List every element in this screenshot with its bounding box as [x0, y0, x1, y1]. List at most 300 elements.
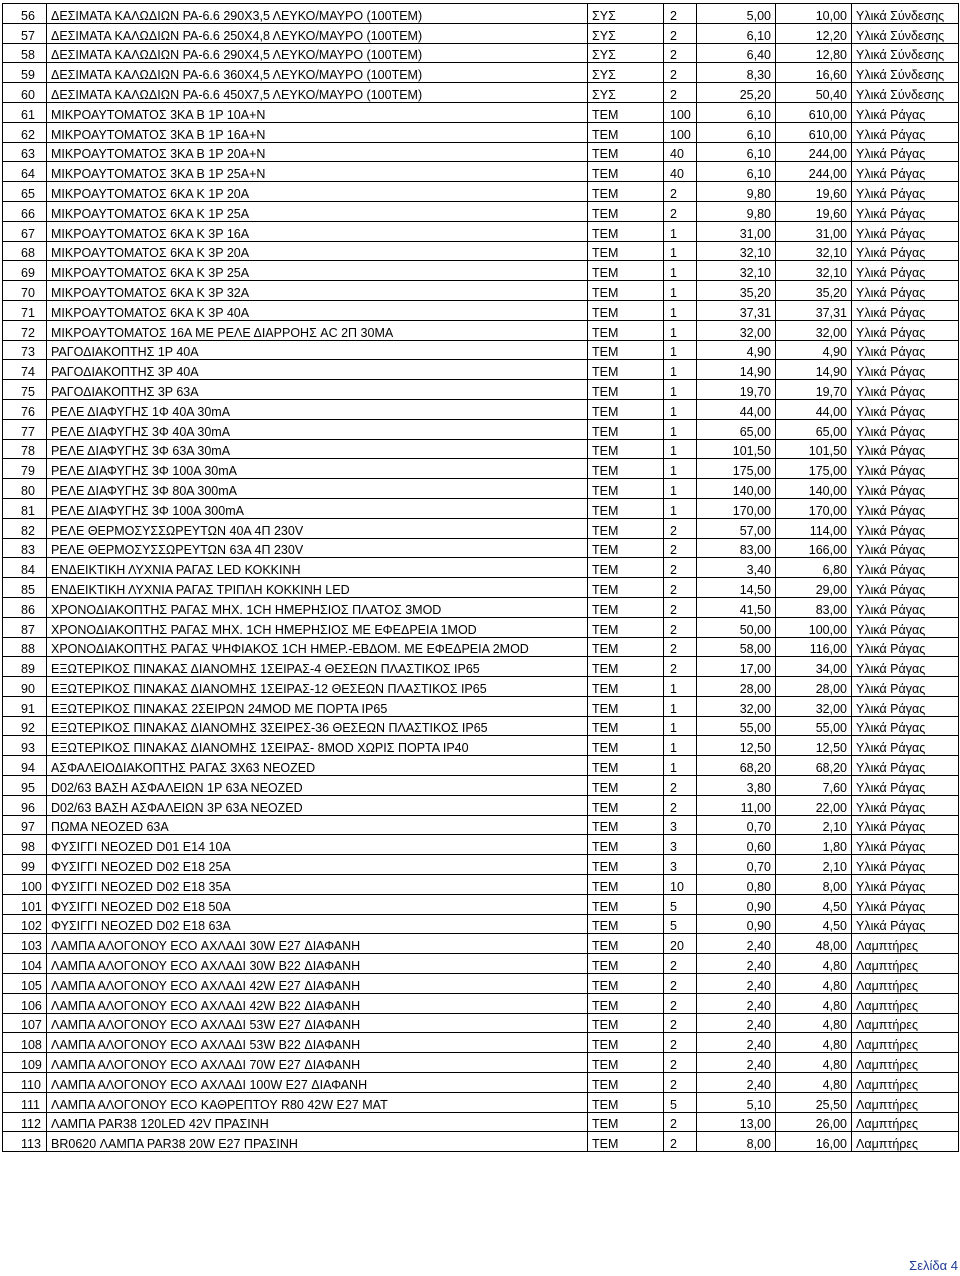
item-category: Υλικά Ράγας [852, 518, 959, 538]
item-number: 84 [3, 558, 47, 578]
item-unit: ΤΕΜ [588, 281, 664, 301]
item-total: 14,90 [776, 360, 852, 380]
item-total: 4,80 [776, 974, 852, 994]
item-unit-price: 31,00 [697, 221, 776, 241]
item-unit: ΤΕΜ [588, 360, 664, 380]
item-total: 100,00 [776, 617, 852, 637]
item-number: 74 [3, 360, 47, 380]
item-unit-price: 44,00 [697, 399, 776, 419]
item-unit-price: 6,40 [697, 43, 776, 63]
item-total: 8,00 [776, 875, 852, 895]
item-unit: ΤΕΜ [588, 538, 664, 558]
table-row [3, 201, 959, 221]
table-row [3, 102, 959, 122]
item-category: Υλικά Ράγας [852, 261, 959, 281]
item-unit: ΤΕΜ [588, 1092, 664, 1112]
item-unit-price: 0,90 [697, 914, 776, 934]
item-description: ΛΑΜΠΑ ΑΛΟΓΟΝΟΥ ECO ΑΧΛΑΔΙ 42W B22 ΔΙΑΦΑΝΗ [47, 993, 588, 1013]
item-number: 78 [3, 439, 47, 459]
item-total: 34,00 [776, 657, 852, 677]
item-description: ΡΕΛΕ ΘΕΡΜΟΣΥΣΣΩΡΕΥΤΩΝ 63Α 4Π 230V [47, 538, 588, 558]
item-category: Υλικά Ράγας [852, 538, 959, 558]
item-number: 92 [3, 716, 47, 736]
item-unit-price: 2,40 [697, 1033, 776, 1053]
item-description: ΡΕΛΕ ΔΙΑΦΥΓΗΣ 1Φ 40Α 30mA [47, 399, 588, 419]
item-unit: ΤΕΜ [588, 1073, 664, 1093]
table-row [3, 637, 959, 657]
item-total: 19,70 [776, 380, 852, 400]
item-unit-price: 65,00 [697, 419, 776, 439]
item-number: 75 [3, 380, 47, 400]
item-category: Υλικά Σύνδεσης [852, 4, 959, 24]
item-description: ΠΩΜΑ NEOZED 63A [47, 815, 588, 835]
item-unit: ΣΥΣ [588, 23, 664, 43]
item-number: 80 [3, 479, 47, 499]
item-category: Υλικά Ράγας [852, 102, 959, 122]
item-total: 4,80 [776, 1013, 852, 1033]
item-quantity: 1 [664, 360, 697, 380]
item-total: 83,00 [776, 597, 852, 617]
table-row [3, 4, 959, 24]
table-row [3, 518, 959, 538]
item-number: 61 [3, 102, 47, 122]
table-row [3, 261, 959, 281]
item-unit: ΤΕΜ [588, 122, 664, 142]
item-unit-price: 9,80 [697, 201, 776, 221]
item-description: ΧΡΟΝΟΔΙΑΚΟΠΤΗΣ ΡΑΓΑΣ ΜΗΧ. 1CH ΗΜΕΡΗΣΙΟΣ ΜΕ ΕΦΕΔΡΕΙΑ 1MOD [47, 617, 588, 637]
item-description: ΜΙΚΡΟΑΥΤΟΜΑΤΟΣ 3ΚΑ Β 1Ρ 20Α+Ν [47, 142, 588, 162]
item-description: ΡΑΓΟΔΙΑΚΟΠΤΗΣ 1Ρ 40Α [47, 340, 588, 360]
item-unit-price: 2,40 [697, 1073, 776, 1093]
item-description: ΕΞΩΤΕΡΙΚΟΣ ΠΙΝΑΚΑΣ ΔΙΑΝΟΜΗΣ 1ΣΕΙΡΑΣ- 8MOD ΧΩΡΙΣ ΠΟΡΤΑ IP40 [47, 736, 588, 756]
item-quantity: 5 [664, 914, 697, 934]
item-unit-price: 11,00 [697, 795, 776, 815]
item-total: 12,80 [776, 43, 852, 63]
item-category: Υλικά Ράγας [852, 459, 959, 479]
item-description: ΡΕΛΕ ΔΙΑΦΥΓΗΣ 3Φ 100Α 30mA [47, 459, 588, 479]
item-category: Λαμπτήρες [852, 1033, 959, 1053]
item-unit-price: 2,40 [697, 1053, 776, 1073]
item-unit-price: 8,00 [697, 1132, 776, 1152]
item-quantity: 2 [664, 1132, 697, 1152]
item-unit-price: 32,00 [697, 320, 776, 340]
item-quantity: 10 [664, 875, 697, 895]
item-total: 19,60 [776, 182, 852, 202]
item-description: ΛΑΜΠΑ ΑΛΟΓΟΝΟΥ ECO ΑΧΛΑΔΙ 100W E27 ΔΙΑΦΑΝΗ [47, 1073, 588, 1093]
item-category: Υλικά Ράγας [852, 221, 959, 241]
item-number: 86 [3, 597, 47, 617]
table-row [3, 538, 959, 558]
item-unit: ΤΕΜ [588, 261, 664, 281]
item-unit-price: 41,50 [697, 597, 776, 617]
item-description: ΦΥΣΙΓΓΙ NEOZED D02 E18 63A [47, 914, 588, 934]
item-quantity: 1 [664, 221, 697, 241]
table-row [3, 914, 959, 934]
item-unit-price: 32,10 [697, 241, 776, 261]
item-category: Υλικά Ράγας [852, 122, 959, 142]
table-row [3, 756, 959, 776]
item-quantity: 2 [664, 1033, 697, 1053]
item-description: ΜΙΚΡΟΑΥΤΟΜΑΤΟΣ 3ΚΑ Β 1Ρ 25Α+Ν [47, 162, 588, 182]
table-row [3, 597, 959, 617]
item-total: 50,40 [776, 83, 852, 103]
item-quantity: 1 [664, 439, 697, 459]
item-unit-price: 14,50 [697, 578, 776, 598]
item-total: 116,00 [776, 637, 852, 657]
item-quantity: 1 [664, 419, 697, 439]
item-unit: ΤΕΜ [588, 578, 664, 598]
item-unit-price: 32,10 [697, 261, 776, 281]
item-unit-price: 2,40 [697, 934, 776, 954]
item-category: Υλικά Ράγας [852, 657, 959, 677]
item-number: 73 [3, 340, 47, 360]
item-unit: ΤΕΜ [588, 835, 664, 855]
item-unit: ΤΕΜ [588, 1033, 664, 1053]
item-unit: ΤΕΜ [588, 102, 664, 122]
item-category: Υλικά Ράγας [852, 201, 959, 221]
item-category: Υλικά Ράγας [852, 340, 959, 360]
item-quantity: 2 [664, 558, 697, 578]
item-unit: ΤΕΜ [588, 993, 664, 1013]
item-number: 89 [3, 657, 47, 677]
item-unit-price: 2,40 [697, 954, 776, 974]
item-quantity: 2 [664, 518, 697, 538]
item-description: ΕΝΔΕΙΚΤΙΚΗ ΛΥΧΝΙΑ ΡΑΓΑΣ ΤΡΙΠΛΗ ΚΟΚΚΙΝΗ LED [47, 578, 588, 598]
item-unit: ΤΕΜ [588, 875, 664, 895]
item-unit-price: 13,00 [697, 1112, 776, 1132]
item-unit: ΣΥΣ [588, 83, 664, 103]
item-description: ΡΕΛΕ ΔΙΑΦΥΓΗΣ 3Φ 40Α 30mA [47, 419, 588, 439]
item-unit: ΤΕΜ [588, 776, 664, 796]
item-unit-price: 3,80 [697, 776, 776, 796]
item-description: ΛΑΜΠΑ ΑΛΟΓΟΝΟΥ ECO ΑΧΛΑΔΙ 30W B22 ΔΙΑΦΑΝΗ [47, 954, 588, 974]
item-description: ΡΕΛΕ ΔΙΑΦΥΓΗΣ 3Φ 100Α 300mA [47, 498, 588, 518]
item-category: Υλικά Ράγας [852, 399, 959, 419]
item-total: 166,00 [776, 538, 852, 558]
price-list-page [2, 3, 958, 1152]
item-number: 90 [3, 677, 47, 697]
item-category: Υλικά Ράγας [852, 875, 959, 895]
table-row [3, 1053, 959, 1073]
item-description: ΔΕΣΙΜΑΤΑ ΚΑΛΩΔΙΩΝ PA-6.6 290Χ4,5 ΛΕΥΚΟ/ΜΑΥΡΟ (100ΤΕΜ) [47, 43, 588, 63]
item-total: 12,50 [776, 736, 852, 756]
item-category: Υλικά Ράγας [852, 578, 959, 598]
item-total: 4,80 [776, 1033, 852, 1053]
item-description: ΛΑΜΠΑ ΑΛΟΓΟΝΟΥ ECO ΑΧΛΑΔΙ 42W E27 ΔΙΑΦΑΝΗ [47, 974, 588, 994]
item-description: ΛΑΜΠΑ ΑΛΟΓΟΝΟΥ ECO ΑΧΛΑΔΙ 30W E27 ΔΙΑΦΑΝΗ [47, 934, 588, 954]
item-unit: ΤΕΜ [588, 439, 664, 459]
table-row [3, 736, 959, 756]
item-total: 22,00 [776, 795, 852, 815]
item-description: ΑΣΦΑΛΕΙΟΔΙΑΚΟΠΤΗΣ ΡΑΓΑΣ 3Χ63 NEOZED [47, 756, 588, 776]
item-total: 55,00 [776, 716, 852, 736]
item-number: 72 [3, 320, 47, 340]
item-unit: ΤΕΜ [588, 1112, 664, 1132]
item-category: Υλικά Ράγας [852, 637, 959, 657]
item-unit-price: 50,00 [697, 617, 776, 637]
item-quantity: 2 [664, 201, 697, 221]
item-unit: ΤΕΜ [588, 716, 664, 736]
item-category: Λαμπτήρες [852, 1112, 959, 1132]
item-total: 610,00 [776, 122, 852, 142]
item-unit: ΤΕΜ [588, 934, 664, 954]
table-row [3, 340, 959, 360]
item-description: ΜΙΚΡΟΑΥΤΟΜΑΤΟΣ 6ΚΑ Κ 3Ρ 16Α [47, 221, 588, 241]
item-quantity: 2 [664, 1013, 697, 1033]
item-category: Υλικά Ράγας [852, 182, 959, 202]
item-number: 94 [3, 756, 47, 776]
table-row [3, 677, 959, 697]
table-row [3, 696, 959, 716]
item-unit-price: 14,90 [697, 360, 776, 380]
item-unit: ΤΕΜ [588, 201, 664, 221]
item-description: ΛΑΜΠΑ ΑΛΟΓΟΝΟΥ ECO ΑΧΛΑΔΙ 70W E27 ΔΙΑΦΑΝΗ [47, 1053, 588, 1073]
item-total: 26,00 [776, 1112, 852, 1132]
item-category: Υλικά Ράγας [852, 360, 959, 380]
item-number: 85 [3, 578, 47, 598]
item-description: ΜΙΚΡΟΑΥΤΟΜΑΤΟΣ 3ΚΑ Β 1Ρ 16Α+Ν [47, 122, 588, 142]
item-category: Λαμπτήρες [852, 993, 959, 1013]
item-total: 7,60 [776, 776, 852, 796]
item-total: 244,00 [776, 162, 852, 182]
table-row [3, 1112, 959, 1132]
item-unit: ΤΕΜ [588, 241, 664, 261]
item-total: 6,80 [776, 558, 852, 578]
item-quantity: 1 [664, 716, 697, 736]
item-unit-price: 170,00 [697, 498, 776, 518]
table-row [3, 776, 959, 796]
item-category: Υλικά Ράγας [852, 756, 959, 776]
item-description: ΡΑΓΟΔΙΑΚΟΠΤΗΣ 3Ρ 63Α [47, 380, 588, 400]
item-unit-price: 5,00 [697, 4, 776, 24]
item-number: 67 [3, 221, 47, 241]
item-number: 57 [3, 23, 47, 43]
table-row [3, 182, 959, 202]
item-category: Υλικά Ράγας [852, 439, 959, 459]
item-unit-price: 3,40 [697, 558, 776, 578]
item-description: ΜΙΚΡΟΑΥΤΟΜΑΤΟΣ 6ΚΑ Κ 3Ρ 20Α [47, 241, 588, 261]
item-unit: ΤΕΜ [588, 1132, 664, 1152]
item-number: 63 [3, 142, 47, 162]
table-row [3, 142, 959, 162]
item-total: 1,80 [776, 835, 852, 855]
item-unit: ΤΕΜ [588, 677, 664, 697]
item-unit-price: 140,00 [697, 479, 776, 499]
item-number: 109 [3, 1053, 47, 1073]
item-number: 104 [3, 954, 47, 974]
item-total: 19,60 [776, 201, 852, 221]
item-quantity: 1 [664, 281, 697, 301]
item-description: BR0620 ΛΑΜΠΑ PAR38 20W E27 ΠΡΑΣΙΝΗ [47, 1132, 588, 1152]
item-quantity: 2 [664, 954, 697, 974]
item-unit: ΤΕΜ [588, 974, 664, 994]
table-row [3, 795, 959, 815]
item-quantity: 20 [664, 934, 697, 954]
table-row [3, 875, 959, 895]
item-number: 82 [3, 518, 47, 538]
item-total: 2,10 [776, 855, 852, 875]
item-category: Υλικά Σύνδεσης [852, 83, 959, 103]
item-description: ΛΑΜΠΑ ΑΛΟΓΟΝΟΥ ECO ΑΧΛΑΔΙ 53W E27 ΔΙΑΦΑΝΗ [47, 1013, 588, 1033]
items-table-body [3, 4, 959, 1152]
item-number: 71 [3, 300, 47, 320]
item-description: ΕΞΩΤΕΡΙΚΟΣ ΠΙΝΑΚΑΣ ΔΙΑΝΟΜΗΣ 1ΣΕΙΡΑΣ-4 ΘΕΣΕΩΝ ΠΛΑΣΤΙΚΟΣ IP65 [47, 657, 588, 677]
item-quantity: 1 [664, 479, 697, 499]
item-unit: ΤΕΜ [588, 815, 664, 835]
item-description: ΜΙΚΡΟΑΥΤΟΜΑΤΟΣ 3ΚΑ Β 1Ρ 10Α+Ν [47, 102, 588, 122]
item-unit: ΤΕΜ [588, 399, 664, 419]
table-row [3, 23, 959, 43]
item-unit: ΤΕΜ [588, 696, 664, 716]
item-description: ΕΞΩΤΕΡΙΚΟΣ ΠΙΝΑΚΑΣ 2ΣΕΙΡΩΝ 24MOD ΜΕ ΠΟΡΤΑ IP65 [47, 696, 588, 716]
item-total: 29,00 [776, 578, 852, 598]
item-unit: ΤΕΜ [588, 162, 664, 182]
item-unit-price: 55,00 [697, 716, 776, 736]
item-quantity: 1 [664, 300, 697, 320]
item-description: ΔΕΣΙΜΑΤΑ ΚΑΛΩΔΙΩΝ PA-6.6 360Χ4,5 ΛΕΥΚΟ/ΜΑΥΡΟ (100ΤΕΜ) [47, 63, 588, 83]
item-description: ΧΡΟΝΟΔΙΑΚΟΠΤΗΣ ΡΑΓΑΣ ΜΗΧ. 1CH ΗΜΕΡΗΣΙΟΣ ΠΛΑΤΟΣ 3MOD [47, 597, 588, 617]
item-category: Υλικά Σύνδεσης [852, 43, 959, 63]
item-number: 111 [3, 1092, 47, 1112]
table-row [3, 281, 959, 301]
item-number: 113 [3, 1132, 47, 1152]
item-unit: ΤΕΜ [588, 498, 664, 518]
item-number: 81 [3, 498, 47, 518]
item-total: 28,00 [776, 677, 852, 697]
item-unit: ΤΕΜ [588, 617, 664, 637]
item-number: 60 [3, 83, 47, 103]
item-unit-price: 28,00 [697, 677, 776, 697]
item-description: ΧΡΟΝΟΔΙΑΚΟΠΤΗΣ ΡΑΓΑΣ ΨΗΦΙΑΚΟΣ 1CH ΗΜΕΡ.-ΕΒΔΟΜ. ΜΕ ΕΦΕΔΡΕΙΑ 2MOD [47, 637, 588, 657]
item-number: 99 [3, 855, 47, 875]
item-unit-price: 2,40 [697, 974, 776, 994]
item-quantity: 1 [664, 696, 697, 716]
table-row [3, 558, 959, 578]
item-quantity: 1 [664, 736, 697, 756]
item-quantity: 2 [664, 795, 697, 815]
item-category: Υλικά Ράγας [852, 677, 959, 697]
item-description: ΕΞΩΤΕΡΙΚΟΣ ΠΙΝΑΚΑΣ ΔΙΑΝΟΜΗΣ 3ΣΕΙΡΕΣ-36 ΘΕΣΕΩΝ ΠΛΑΣΤΙΚΟΣ IP65 [47, 716, 588, 736]
table-row [3, 419, 959, 439]
item-quantity: 1 [664, 399, 697, 419]
item-quantity: 2 [664, 4, 697, 24]
item-total: 101,50 [776, 439, 852, 459]
item-number: 58 [3, 43, 47, 63]
item-total: 68,20 [776, 756, 852, 776]
item-quantity: 2 [664, 43, 697, 63]
table-row [3, 835, 959, 855]
table-row [3, 162, 959, 182]
item-category: Λαμπτήρες [852, 1053, 959, 1073]
item-number: 69 [3, 261, 47, 281]
table-row [3, 974, 959, 994]
item-total: 32,00 [776, 696, 852, 716]
item-number: 87 [3, 617, 47, 637]
item-quantity: 2 [664, 538, 697, 558]
table-row [3, 1033, 959, 1053]
item-category: Λαμπτήρες [852, 1092, 959, 1112]
item-quantity: 2 [664, 63, 697, 83]
item-unit: ΤΕΜ [588, 320, 664, 340]
item-unit: ΤΕΜ [588, 657, 664, 677]
item-category: Λαμπτήρες [852, 954, 959, 974]
item-total: 16,60 [776, 63, 852, 83]
table-row [3, 43, 959, 63]
table-row [3, 1132, 959, 1152]
item-unit: ΤΕΜ [588, 855, 664, 875]
item-quantity: 2 [664, 657, 697, 677]
item-category: Υλικά Ράγας [852, 300, 959, 320]
item-category: Υλικά Ράγας [852, 498, 959, 518]
item-total: 170,00 [776, 498, 852, 518]
item-description: D02/63 ΒΑΣΗ ΑΣΦΑΛΕΙΩΝ 1Ρ 63Α NEOZED [47, 776, 588, 796]
item-total: 4,80 [776, 993, 852, 1013]
item-quantity: 100 [664, 122, 697, 142]
item-number: 91 [3, 696, 47, 716]
table-row [3, 241, 959, 261]
table-row [3, 63, 959, 83]
item-description: ΔΕΣΙΜΑΤΑ ΚΑΛΩΔΙΩΝ PA-6.6 450Χ7,5 ΛΕΥΚΟ/ΜΑΥΡΟ (100ΤΕΜ) [47, 83, 588, 103]
table-row [3, 360, 959, 380]
item-number: 112 [3, 1112, 47, 1132]
item-unit-price: 8,30 [697, 63, 776, 83]
item-description: ΔΕΣΙΜΑΤΑ ΚΑΛΩΔΙΩΝ PA-6.6 250Χ4,8 ΛΕΥΚΟ/ΜΑΥΡΟ (100ΤΕΜ) [47, 23, 588, 43]
item-total: 44,00 [776, 399, 852, 419]
item-category: Υλικά Ράγας [852, 419, 959, 439]
item-unit: ΤΕΜ [588, 736, 664, 756]
item-quantity: 2 [664, 776, 697, 796]
item-unit-price: 0,60 [697, 835, 776, 855]
items-table [2, 3, 959, 1152]
item-total: 4,80 [776, 1073, 852, 1093]
item-unit-price: 32,00 [697, 696, 776, 716]
item-unit: ΤΕΜ [588, 1013, 664, 1033]
item-quantity: 5 [664, 1092, 697, 1112]
item-total: 25,50 [776, 1092, 852, 1112]
item-unit-price: 6,10 [697, 162, 776, 182]
item-unit-price: 2,40 [697, 993, 776, 1013]
item-quantity: 1 [664, 261, 697, 281]
item-total: 140,00 [776, 479, 852, 499]
item-total: 32,00 [776, 320, 852, 340]
item-number: 102 [3, 914, 47, 934]
item-unit-price: 4,90 [697, 340, 776, 360]
item-number: 103 [3, 934, 47, 954]
item-unit: ΤΕΜ [588, 182, 664, 202]
table-row [3, 459, 959, 479]
table-row [3, 83, 959, 103]
item-unit-price: 25,20 [697, 83, 776, 103]
item-description: ΜΙΚΡΟΑΥΤΟΜΑΤΟΣ 6ΚΑ Κ 1Ρ 25Α [47, 201, 588, 221]
item-category: Υλικά Ράγας [852, 855, 959, 875]
table-row [3, 894, 959, 914]
item-description: ΦΥΣΙΓΓΙ NEOZED D02 E18 50A [47, 894, 588, 914]
item-quantity: 1 [664, 459, 697, 479]
table-row [3, 934, 959, 954]
item-quantity: 3 [664, 835, 697, 855]
item-quantity: 2 [664, 1073, 697, 1093]
item-number: 76 [3, 399, 47, 419]
page-number: Σελίδα 4 [909, 1258, 958, 1273]
item-description: ΡΕΛΕ ΔΙΑΦΥΓΗΣ 3Φ 63Α 30mA [47, 439, 588, 459]
item-number: 65 [3, 182, 47, 202]
item-category: Υλικά Ράγας [852, 597, 959, 617]
item-category: Υλικά Ράγας [852, 914, 959, 934]
item-category: Υλικά Ράγας [852, 835, 959, 855]
item-quantity: 1 [664, 320, 697, 340]
item-total: 4,80 [776, 1053, 852, 1073]
item-quantity: 2 [664, 1053, 697, 1073]
